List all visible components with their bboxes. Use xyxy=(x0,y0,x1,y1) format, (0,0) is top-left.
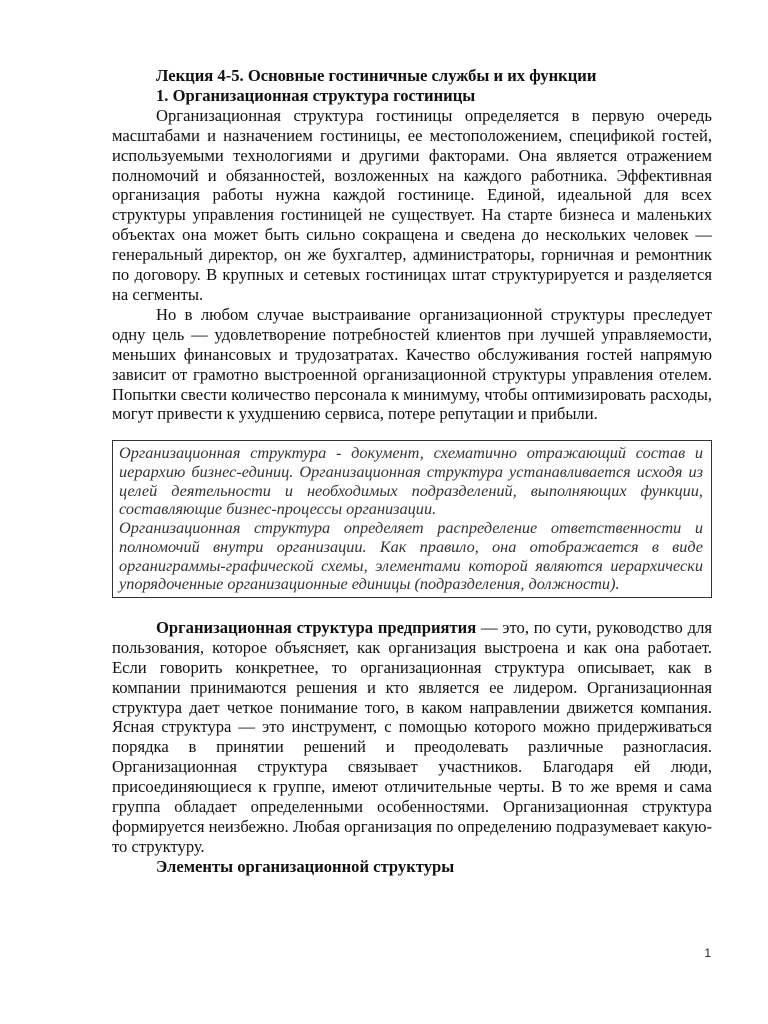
document-page xyxy=(112,66,712,877)
page-number: 1 xyxy=(704,946,711,960)
paragraph-intro: Организационная структура гостиницы определяется в первую очередь масштабами и назначением гостиницы, ее местоположением, спецификой гостей, используемыми технологиями и другими факторами. Она является отражением полномочий и обязанностей, возложенных на каждого работника. Эффективная организация работы нужна каждой гостинице. Единой, идеальной для всех структуры управления гостиницей не существует. На старте бизнеса и маленьких объектах она может быть сильно сокращена и сведена до нескольких человек — генеральный директор, он же бухгалтер, администраторы, горничная и ремонтник по договору. В крупных и сетевых гостиницах штат структурируется и разделяется на сегменты. xyxy=(112,105,712,304)
lecture-title: Лекция 4-5. Основные гостиничные службы и их функции xyxy=(156,66,597,85)
paragraph-goal: Но в любом случае выстраивание организационной структуры преследует одну цель — удовлетворение потребностей клиентов при лучшей управляемости, меньших финансовых и трудозатратах. Качество обслуживания гостей напрямую зависит от грамотно выстроенной организационной структуры управления отелем. Попытки свести количество персонала к минимуму, чтобы оптимизировать расходы, могут привести к ухудшению сервиса, потере репутации и прибыли. xyxy=(112,304,712,424)
paragraph-enterprise-structure xyxy=(112,618,712,857)
subsection-heading: Элементы организационной структуры xyxy=(156,856,455,876)
paragraph-enterprise-structure-text: — это, по сути, руководство для пользования, которое объясняет, как организация выстроена и как она работает. Если говорить конкретнее, то организационная структура описывает, как в компании принимаются решения и кто является ее лидером. Организационная структура дает четкое понимание того, в каком направлении движется компания. Ясная структура — это инструмент, с помощью которого можно придерживаться порядка в принятии решений и преодолевать различные разногласия. Организационная структура связывает участников. Благодаря ей люди, присоединяющиеся к группе, имеют отличительные черты. В то же время и сама группа обладает определенными особенностями. Организационная структура формируется неизбежно. Любая организация по определению подразумевает какую-то структуру. xyxy=(112,617,712,856)
bold-term: Организационная структура предприятия xyxy=(156,617,477,637)
definition-paragraph-2: Организационная структура определяет распределение ответственности и полномочий внутри организации. Как правило, она отображается в виде органиграммы-графической схемы, элементами которой являются иерархически упорядоченные организационные единицы (подразделения, должности). xyxy=(119,518,703,594)
definition-paragraph-1: Организационная структура - документ, схематично отражающий состав и иерархию бизнес-единиц. Организационная структура устанавливается исходя из целей деятельности и необходимых подразделений, выполняющих функции, составляющие бизнес-процессы организации. xyxy=(119,443,703,519)
section-title: 1. Организационная структура гостиницы xyxy=(156,85,476,105)
definition-box xyxy=(112,440,712,598)
